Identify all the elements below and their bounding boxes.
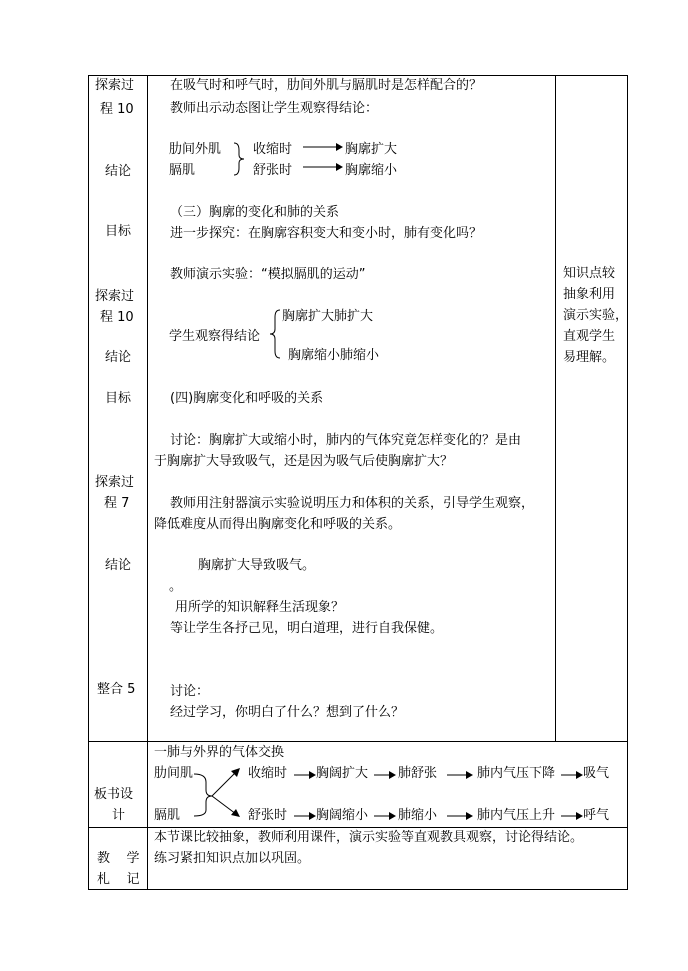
muscle-intercostal: 肋间外肌 bbox=[169, 142, 222, 157]
section-4-experiment-2: 降低难度从而得出胸廓变化和呼吸的关系。 bbox=[154, 517, 402, 532]
board-muscle-diaphragm: 膈肌 bbox=[154, 808, 181, 823]
column-divider-right bbox=[555, 75, 556, 742]
section-4-experiment-1: 教师用注射器演示实验说明压力和体积的关系，引导学生观察， bbox=[170, 496, 535, 511]
table-border-left bbox=[88, 75, 89, 890]
board-row1-step-5: 吸气 bbox=[583, 766, 610, 781]
label-conclusion-2: 结论 bbox=[105, 350, 132, 365]
label-explore-1a: 探索过 bbox=[95, 78, 135, 93]
row-divider-1 bbox=[88, 741, 628, 742]
notes-label-b: 札 记 bbox=[97, 872, 140, 887]
arrow-right-icon bbox=[374, 771, 396, 779]
muscle-diaphragm: 膈肌 bbox=[169, 163, 196, 178]
chest-expand: 胸廓扩大 bbox=[345, 142, 398, 157]
section-3-conclusion-2: 胸廓缩小肺缩小 bbox=[288, 348, 380, 363]
board-row1-step-1: 收缩时 bbox=[248, 766, 288, 781]
notes-line-1: 本节课比较抽象，教师利用课件，演示实验等直观教具观察，讨论得结论。 bbox=[154, 830, 584, 845]
section-3-conclusion-label: 学生观察得结论 bbox=[169, 329, 261, 344]
section-3-demo: 教师演示实验：“模拟膈肌的运动” bbox=[170, 267, 366, 282]
section-4-conclusion: 胸廓扩大导致吸气。 bbox=[198, 558, 316, 573]
question-breathing-muscles: 在吸气时和呼气时，肋间外肌与膈肌时是怎样配合的？ bbox=[170, 78, 483, 93]
board-row2-step-4: 肺内气压上升 bbox=[477, 808, 556, 823]
section-4-discussion-2: 于胸廓扩大导致吸气，还是因为吸气后使胸廓扩大？ bbox=[154, 454, 454, 469]
brace-icon bbox=[232, 142, 246, 176]
label-explore-3b: 程 7 bbox=[104, 496, 130, 511]
state-contract: 收缩时 bbox=[253, 142, 293, 157]
apply-question: 用所学的知识解释生活现象？ bbox=[175, 600, 345, 615]
discussion-question: 经过学习，你明白了什么？想到了什么？ bbox=[170, 705, 405, 720]
label-explore-2a: 探索过 bbox=[95, 289, 135, 304]
section-3-conclusion-1: 胸廓扩大肺扩大 bbox=[282, 309, 374, 324]
arrow-right-icon bbox=[294, 771, 316, 779]
arrow-right-icon bbox=[294, 812, 316, 820]
label-goal-2: 目标 bbox=[105, 391, 132, 406]
board-label-a: 板书设 bbox=[94, 787, 134, 802]
notes-label-a: 教 学 bbox=[97, 851, 140, 866]
stray-period: 。 bbox=[169, 579, 183, 594]
board-row2-step-2: 胸阔缩小 bbox=[316, 808, 369, 823]
side-note-line-1: 知识点较 bbox=[563, 266, 616, 281]
board-row1-step-3: 肺舒张 bbox=[398, 766, 438, 781]
state-relax: 舒张时 bbox=[253, 163, 293, 178]
section-4-title: (四)胸廓变化和呼吸的关系 bbox=[170, 391, 324, 406]
discussion-label: 讨论： bbox=[170, 684, 210, 699]
board-muscle-intercostal: 肋间肌 bbox=[154, 766, 194, 781]
board-title: 一肺与外界的气体交换 bbox=[154, 745, 285, 760]
column-divider-left bbox=[147, 75, 148, 890]
board-row2-step-5: 呼气 bbox=[583, 808, 610, 823]
label-conclusion-3: 结论 bbox=[105, 558, 132, 573]
side-note-line-3: 演示实验， bbox=[563, 308, 629, 323]
board-row2-step-1: 舒张时 bbox=[248, 808, 288, 823]
side-note-line-5: 易理解。 bbox=[563, 350, 616, 365]
table-border-top bbox=[88, 75, 628, 76]
side-note-line-2: 抽象利用 bbox=[563, 287, 616, 302]
section-3-title: （三）胸廓的变化和肺的关系 bbox=[170, 205, 340, 220]
label-goal-1: 目标 bbox=[105, 224, 132, 239]
teacher-show-animation: 教师出示动态图让学生观察得结论： bbox=[170, 101, 379, 116]
label-explore-2b: 程 10 bbox=[100, 310, 134, 325]
label-explore-3a: 探索过 bbox=[95, 475, 135, 490]
notes-line-2: 练习紧扣知识点加以巩固。 bbox=[154, 851, 311, 866]
arrow-right-icon bbox=[561, 812, 583, 820]
arrow-right-icon bbox=[303, 143, 343, 151]
arrow-right-icon bbox=[561, 771, 583, 779]
board-row1-step-4: 肺内气压下降 bbox=[477, 766, 556, 781]
chest-shrink: 胸廓缩小 bbox=[345, 163, 398, 178]
label-integrate: 整合 5 bbox=[97, 682, 136, 697]
section-4-discussion-1: 讨论：胸廓扩大或缩小时，肺内的气体究竟怎样变化的？是由 bbox=[170, 433, 522, 448]
label-explore-1b: 程 10 bbox=[100, 102, 134, 117]
branch-arrows-icon bbox=[194, 760, 244, 820]
arrow-right-icon bbox=[447, 771, 473, 779]
row-divider-2 bbox=[88, 827, 628, 828]
side-note-line-4: 直观学生 bbox=[563, 329, 616, 344]
board-row2-step-3: 肺缩小 bbox=[398, 808, 438, 823]
apply-answer: 等让学生各抒己见，明白道理，进行自我保健。 bbox=[170, 621, 444, 636]
brace-icon bbox=[268, 309, 282, 359]
board-label-b: 计 bbox=[112, 808, 126, 823]
board-row1-step-2: 胸阔扩大 bbox=[316, 766, 369, 781]
label-conclusion-1: 结论 bbox=[105, 164, 132, 179]
arrow-right-icon bbox=[303, 163, 343, 171]
section-3-question: 进一步探究：在胸廓容积变大和变小时，肺有变化吗？ bbox=[170, 226, 483, 241]
arrow-right-icon bbox=[374, 812, 396, 820]
table-border-right bbox=[627, 75, 628, 890]
arrow-right-icon bbox=[447, 812, 473, 820]
table-border-bottom bbox=[88, 889, 628, 890]
